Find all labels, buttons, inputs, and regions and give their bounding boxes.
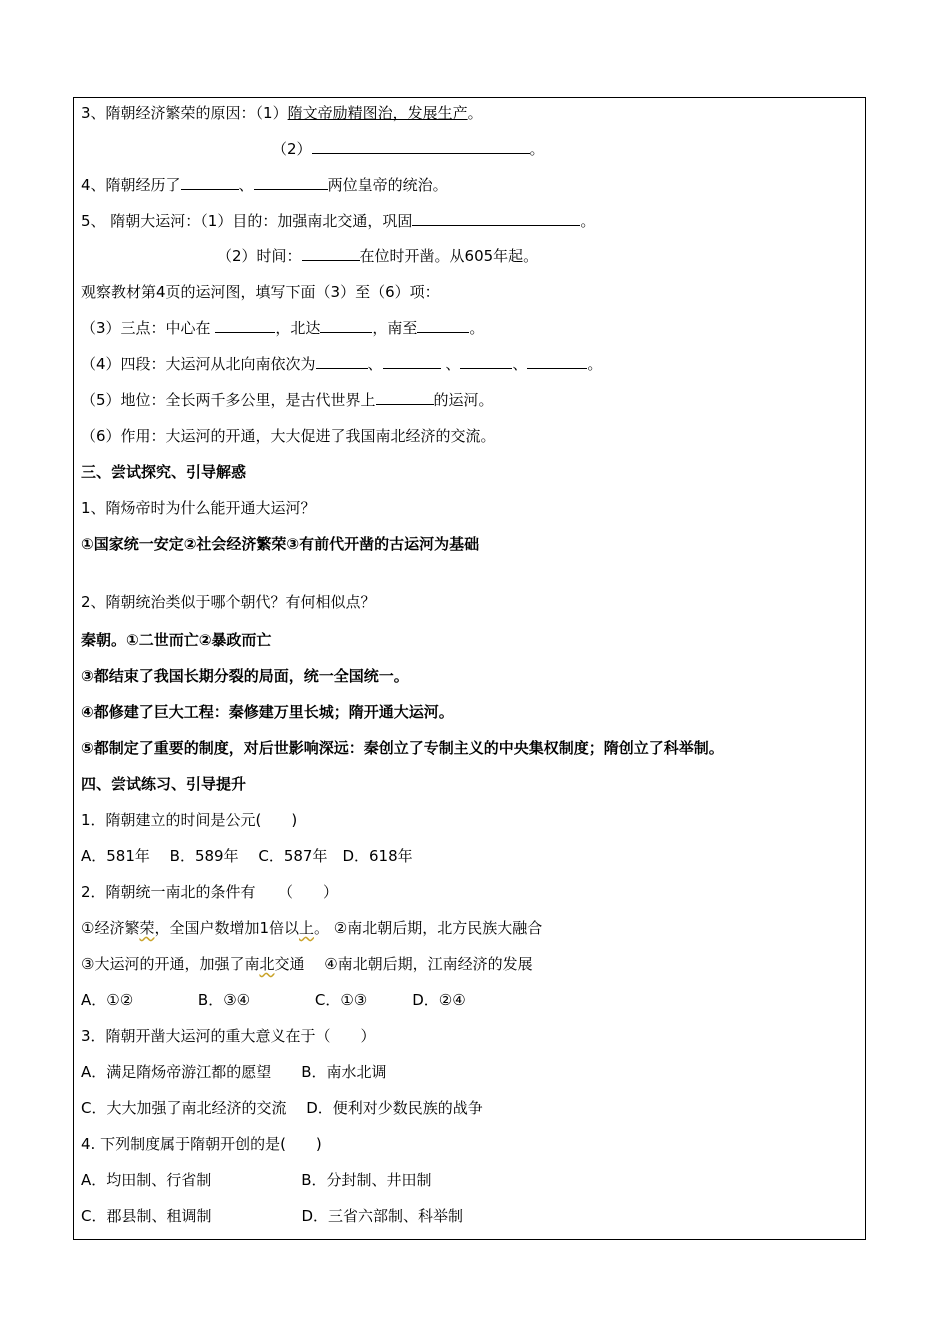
- section3-a2-line4: ⑤都制定了重要的制度，对后世影响深远：秦创立了专制主义的中央集权制度；隋创立了科举制。: [81, 739, 724, 757]
- q2-l1b: 荣: [139, 919, 155, 937]
- q5-sections-line: [81, 354, 602, 374]
- q5-time-prefix: （2）时间：: [217, 247, 302, 265]
- q3-item2-end: 。: [529, 140, 545, 158]
- section4-heading: 四、尝试练习、引导提升: [81, 775, 247, 793]
- exercise-q4-options-2: C．郡县制、租调制 D．三省六部制、科举制: [81, 1207, 464, 1225]
- exercise-q4-options-1: A．均田制、行省制 B．分封制、井田制: [81, 1171, 432, 1189]
- q5-line1: [81, 211, 595, 231]
- sections-prefix: （4）四段：大运河从北向南依次为: [81, 355, 316, 373]
- section3-heading: 三、尝试探究、引导解惑: [81, 463, 247, 481]
- q4-sep: 、: [238, 176, 254, 194]
- section3-a1: ①国家统一安定②社会经济繁荣③有前代开凿的古运河为基础: [81, 535, 480, 553]
- sep: 、: [367, 355, 383, 373]
- sections-end: 。: [587, 355, 603, 373]
- q3-line1: [81, 103, 483, 123]
- blank[interactable]: [527, 354, 587, 369]
- q3-prefix: 3、隋朝经济繁荣的原因：（1）: [81, 104, 288, 122]
- exercise-q3: 3．隋朝开凿大运河的重大意义在于（ ）: [81, 1027, 376, 1045]
- blank[interactable]: [312, 139, 530, 154]
- exercise-q2-options: A．①② B．③④ C．①③ D．②④: [81, 991, 466, 1009]
- q2-l1e: 。 ②南北朝后期，北方民族大融合: [314, 919, 543, 937]
- observe-instruction: 观察教材第4页的运河图，填写下面（3）至（6）项：: [81, 283, 440, 301]
- q5-prefix: 5、 隋朝大运河：（1）目的：加强南北交通，巩固: [81, 212, 413, 230]
- points-c: ，南至: [372, 319, 418, 337]
- q2-l2b: 北: [259, 955, 275, 973]
- q2-l2c: 交通 ④南北朝后期，江南经济的发展: [274, 955, 533, 973]
- q5-line2: [217, 246, 538, 266]
- q5-points-line: [81, 318, 484, 338]
- blank[interactable]: [383, 354, 441, 369]
- blank[interactable]: [181, 175, 239, 190]
- sep: 、: [512, 355, 528, 373]
- q3-end: 。: [467, 104, 483, 122]
- q2-l1c: ，全国户数增加1倍以: [154, 919, 300, 937]
- status-prefix: （5）地位：全长两千多公里，是古代世界上: [81, 391, 376, 409]
- q2-l1a: ①经济繁: [81, 919, 140, 937]
- exercise-q4: 4. 下列制度属于隋朝开创的是( ): [81, 1135, 322, 1153]
- section3-q1: 1、隋炀帝时为什么能开通大运河？: [81, 499, 316, 517]
- section3-q2: 2、隋朝统治类似于哪个朝代？有何相似点？: [81, 593, 376, 611]
- exercise-q1-options: A．581年 B．589年 C．587年 D．618年: [81, 847, 413, 865]
- blank[interactable]: [417, 318, 469, 333]
- blank[interactable]: [376, 390, 434, 405]
- q2-l2a: ③大运河的开通，加强了南: [81, 955, 260, 973]
- exercise-q3-options-2: C．大大加强了南北经济的交流 D．便利对少数民族的战争: [81, 1099, 483, 1117]
- points-end: 。: [469, 319, 485, 337]
- exercise-q2: 2．隋朝统一南北的条件有 （ ）: [81, 883, 339, 901]
- exercise-q1: 1．隋朝建立的时间是公元( ): [81, 811, 298, 829]
- section3-a2-line1: 秦朝。①二世而亡②暴政而亡: [81, 631, 272, 649]
- exercise-q2-line2: [81, 954, 533, 974]
- points-a: （3）三点：中心在: [81, 319, 216, 337]
- q5-end: 。: [580, 212, 596, 230]
- q3-line2: [272, 139, 545, 159]
- blank[interactable]: [302, 246, 360, 261]
- points-b: ，北达: [275, 319, 321, 337]
- q5-time-suffix: 在位时开凿。从605年起。: [359, 247, 539, 265]
- q5-effect: （6）作用：大运河的开通，大大促进了我国南北经济的交流。: [81, 427, 496, 445]
- blank[interactable]: [412, 211, 580, 226]
- q4-suffix: 两位皇帝的统治。: [327, 176, 448, 194]
- exercise-q3-options-1: A．满足隋炀帝游江都的愿望 B．南水北调: [81, 1063, 387, 1081]
- section3-a2-line2: ③都结束了我国长期分裂的局面，统一全国统一。: [81, 667, 409, 685]
- q4-prefix: 4、隋朝经历了: [81, 176, 181, 194]
- q5-status-line: [81, 390, 494, 410]
- blank[interactable]: [254, 175, 328, 190]
- status-suffix: 的运河。: [433, 391, 494, 409]
- q3-item2-prefix: （2）: [272, 140, 312, 158]
- sep: 、: [440, 355, 461, 373]
- q4-line: [81, 175, 448, 195]
- blank[interactable]: [320, 318, 372, 333]
- blank[interactable]: [460, 354, 512, 369]
- q2-l1d: 上: [299, 919, 315, 937]
- section3-a2-line3: ④都修建了巨大工程：秦修建万里长城；隋开通大运河。: [81, 703, 454, 721]
- blank[interactable]: [316, 354, 368, 369]
- blank[interactable]: [215, 318, 275, 333]
- exercise-q2-line1: [81, 918, 542, 938]
- q3-answer-underlined: 隋文帝励精图治，发展生产: [287, 104, 468, 122]
